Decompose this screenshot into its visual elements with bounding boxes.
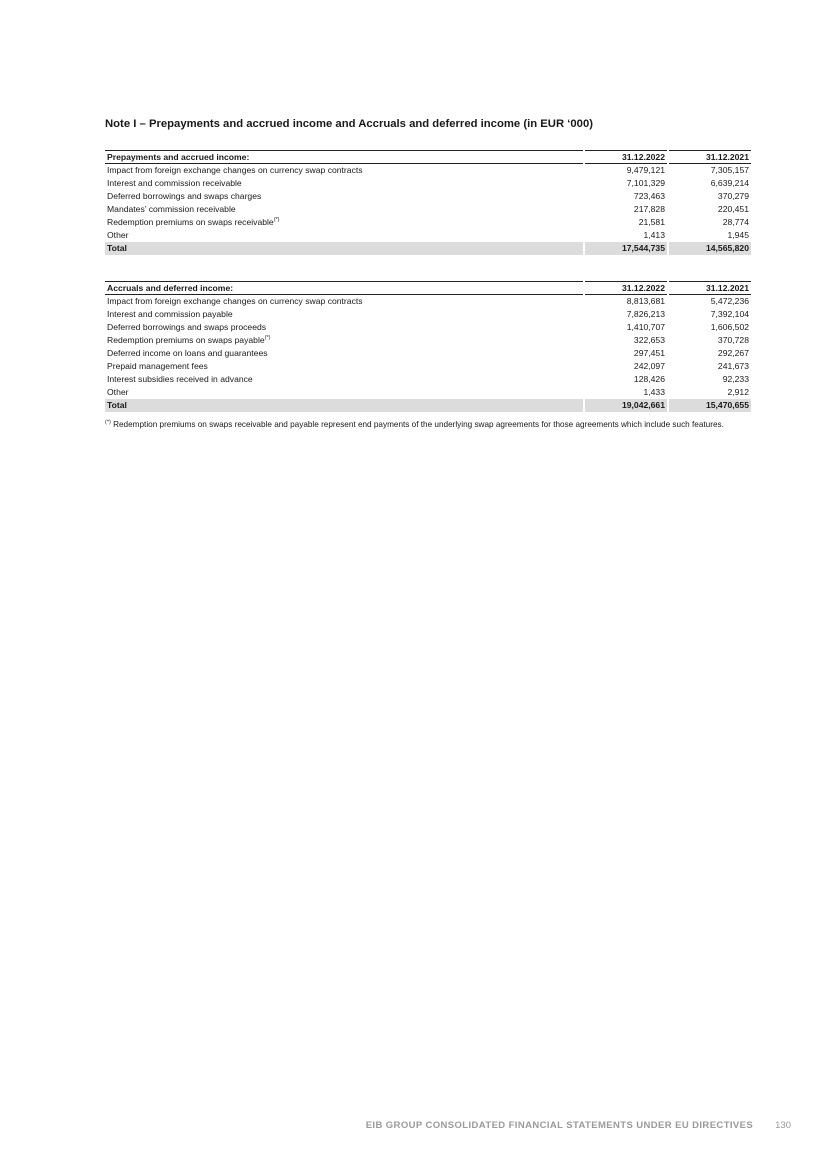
value-2022: 7,826,213 bbox=[626, 309, 665, 319]
value-2021: 292,267 bbox=[717, 348, 749, 358]
table-header-label: Prepayments and accrued income: bbox=[105, 151, 583, 164]
value-2021: 92,233 bbox=[722, 374, 749, 384]
row-label-with-footnote: Redemption premiums on swaps receivable(*) bbox=[107, 217, 280, 227]
row-label: Other bbox=[107, 230, 129, 240]
column-header-2022: 31.12.2022 bbox=[585, 282, 667, 295]
row-label: Other bbox=[107, 387, 129, 397]
value-2022: 1,433 bbox=[643, 387, 665, 397]
table-row bbox=[105, 164, 751, 178]
total-label: Total bbox=[105, 242, 583, 255]
row-label: Prepaid management fees bbox=[107, 361, 208, 371]
total-row bbox=[105, 399, 751, 412]
total-2021: 15,470,655 bbox=[669, 399, 751, 412]
table-row bbox=[105, 177, 751, 190]
value-2022: 21,581 bbox=[638, 217, 665, 227]
total-label: Total bbox=[105, 399, 583, 412]
table-row bbox=[105, 229, 751, 242]
value-2021: 370,728 bbox=[717, 335, 749, 345]
value-2021: 1,606,502 bbox=[710, 322, 749, 332]
page-number: 130 bbox=[775, 1120, 791, 1131]
footer-title: EIB GROUP CONSOLIDATED FINANCIAL STATEMENTS UNDER EU DIRECTIVES bbox=[365, 1120, 754, 1131]
table-row bbox=[105, 216, 751, 229]
value-2022: 1,410,707 bbox=[626, 322, 665, 332]
table-row bbox=[105, 373, 751, 386]
table-row bbox=[105, 295, 751, 309]
value-2022: 7,101,329 bbox=[626, 178, 665, 188]
row-label: Interest and commission payable bbox=[107, 309, 233, 319]
table-row bbox=[105, 203, 751, 216]
value-2022: 322,653 bbox=[633, 335, 665, 345]
page-title: Note I – Prepayments and accrued income and Accruals and deferred income (in EUR ‘000) bbox=[105, 118, 594, 130]
value-2021: 7,305,157 bbox=[710, 165, 749, 175]
column-header-2022: 31.12.2022 bbox=[585, 151, 667, 164]
value-2021: 6,639,214 bbox=[710, 178, 749, 188]
row-label: Deferred borrowings and swaps charges bbox=[107, 191, 262, 201]
row-label: Interest and commission receivable bbox=[107, 178, 242, 188]
value-2021: 5,472,236 bbox=[710, 296, 749, 306]
total-2022: 17,544,735 bbox=[585, 242, 667, 255]
row-label: Mandates’ commission receivable bbox=[107, 204, 236, 214]
value-2021: 220,451 bbox=[717, 204, 749, 214]
value-2021: 2,912 bbox=[727, 387, 749, 397]
row-label: Impact from foreign exchange changes on currency swap contracts bbox=[107, 165, 363, 175]
footnote-reference: (*) bbox=[273, 217, 280, 224]
table-header-label: Accruals and deferred income: bbox=[105, 282, 583, 295]
row-label: Deferred income on loans and guarantees bbox=[107, 348, 268, 358]
row-label: Interest subsidies received in advance bbox=[107, 374, 253, 384]
value-2021: 370,279 bbox=[717, 191, 749, 201]
table-row bbox=[105, 321, 751, 334]
table-row bbox=[105, 360, 751, 373]
footnote-text: Redemption premiums on swaps receivable and payable represent end payments of the underlying swap agreements for those agreements which include such features. bbox=[113, 420, 724, 429]
table-row bbox=[105, 386, 751, 399]
table-row bbox=[105, 334, 751, 347]
table-row bbox=[105, 308, 751, 321]
table-header-row bbox=[105, 151, 751, 164]
value-2021: 7,392,104 bbox=[710, 309, 749, 319]
total-2021: 14,565,820 bbox=[669, 242, 751, 255]
column-header-2021: 31.12.2021 bbox=[669, 282, 751, 295]
value-2022: 8,813,681 bbox=[626, 296, 665, 306]
total-2022: 19,042,661 bbox=[585, 399, 667, 412]
value-2022: 128,426 bbox=[633, 374, 665, 384]
row-label-with-footnote: Redemption premiums on swaps payable(*) bbox=[107, 335, 271, 345]
accruals-table bbox=[105, 281, 751, 412]
value-2022: 723,463 bbox=[633, 191, 665, 201]
value-2022: 242,097 bbox=[633, 361, 665, 371]
value-2022: 1,413 bbox=[643, 230, 665, 240]
value-2021: 1,945 bbox=[727, 230, 749, 240]
footnote bbox=[105, 419, 755, 431]
prepayments-table bbox=[105, 150, 751, 255]
total-row bbox=[105, 242, 751, 255]
table-row bbox=[105, 190, 751, 203]
table-row bbox=[105, 347, 751, 360]
row-label: Deferred borrowings and swaps proceeds bbox=[107, 322, 267, 332]
table-header-row bbox=[105, 282, 751, 295]
page-footer bbox=[366, 1120, 791, 1131]
footnote-marker: (*) bbox=[105, 419, 111, 426]
column-header-2021: 31.12.2021 bbox=[669, 151, 751, 164]
value-2022: 297,451 bbox=[633, 348, 665, 358]
footnote-reference: (*) bbox=[264, 335, 271, 342]
value-2022: 217,828 bbox=[633, 204, 665, 214]
value-2021: 28,774 bbox=[722, 217, 749, 227]
value-2022: 9,479,121 bbox=[626, 165, 665, 175]
value-2021: 241,673 bbox=[717, 361, 749, 371]
row-label: Impact from foreign exchange changes on currency swap contracts bbox=[107, 296, 363, 306]
